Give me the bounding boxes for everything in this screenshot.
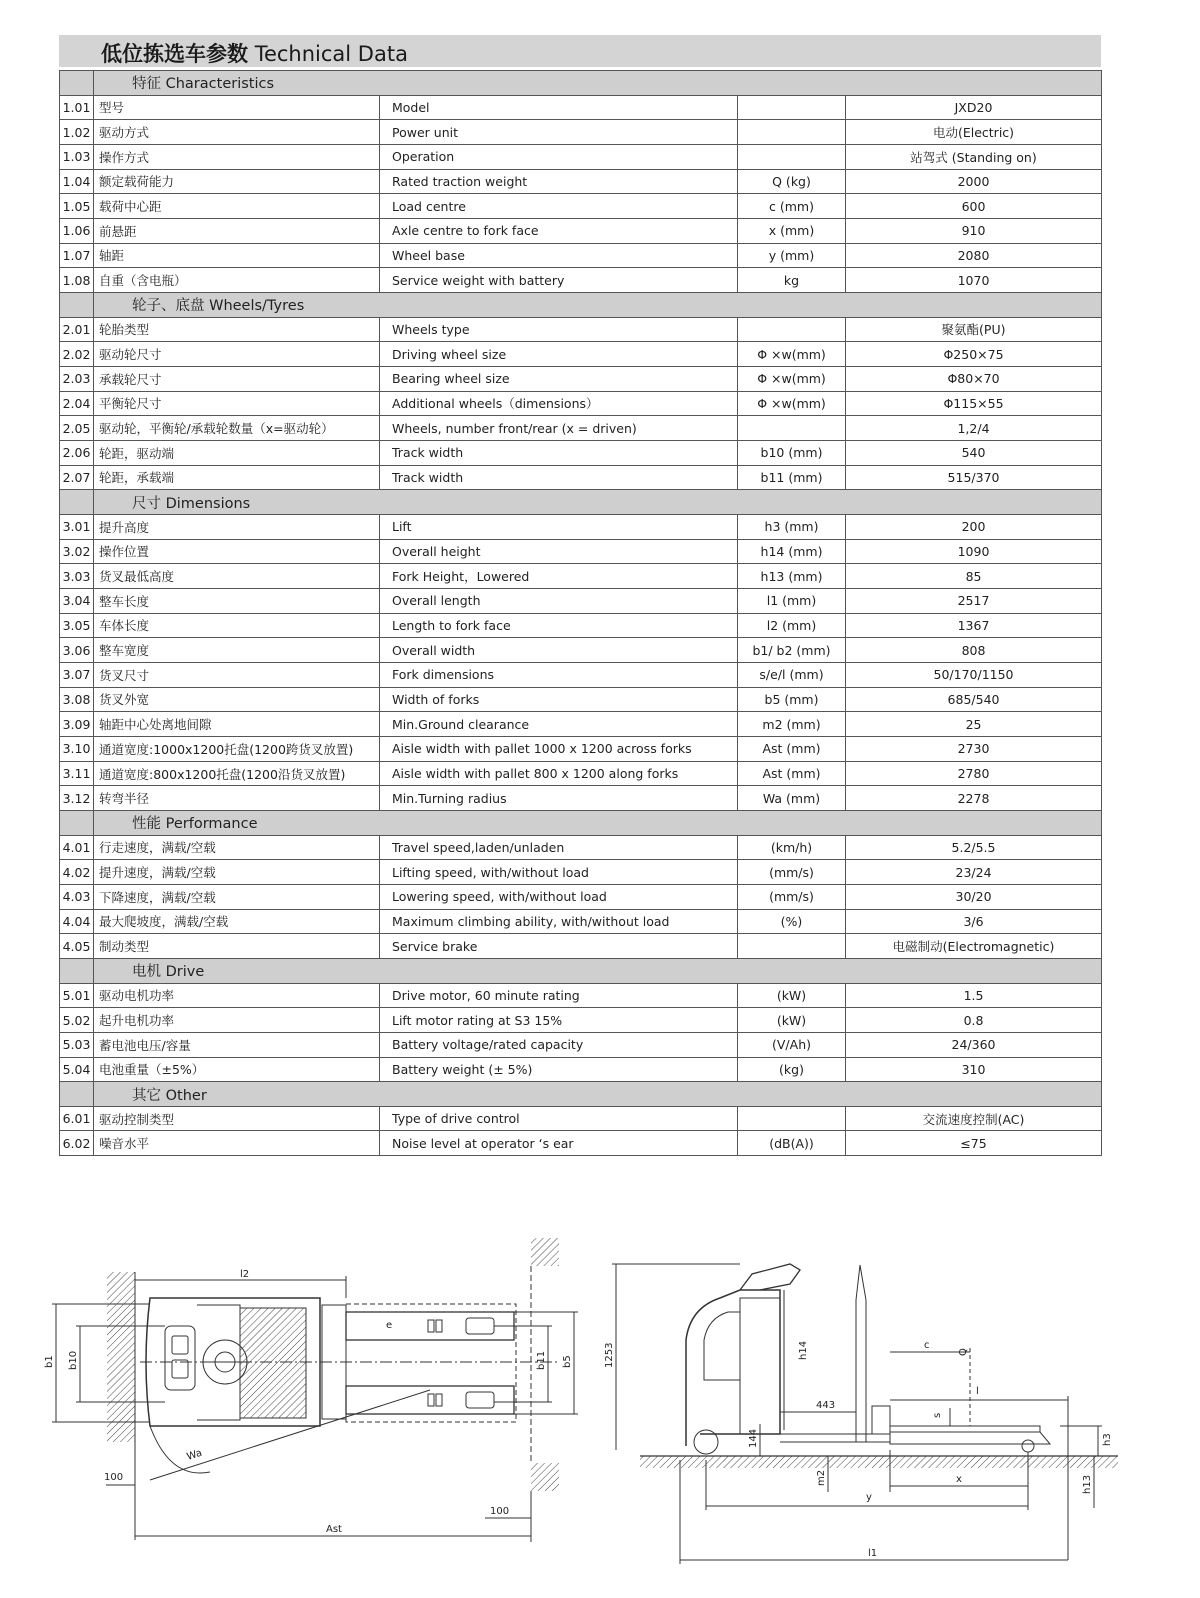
value-cell: 2730 (846, 737, 1102, 762)
table-row (60, 317, 1102, 342)
table-row (60, 218, 1102, 243)
unit-cell (738, 120, 846, 145)
english-label: Aisle width with pallet 800 x 1200 along forks (380, 761, 738, 786)
value-cell: 交流速度控制(AC) (846, 1106, 1102, 1131)
label-l2: l2 (240, 1269, 250, 1280)
turning-arc (150, 1426, 210, 1473)
unit-cell: Φ ×w(mm) (738, 391, 846, 416)
value-cell: 1367 (846, 613, 1102, 638)
row-number: 1.04 (60, 169, 94, 194)
unit-cell (738, 934, 846, 959)
section-header (60, 71, 1102, 96)
english-label: Lifting speed, with/without load (380, 860, 738, 885)
unit-cell: (kW) (738, 1008, 846, 1033)
chinese-label: 额定载荷能力 (94, 169, 380, 194)
label-1253: 1253 (604, 1342, 615, 1368)
chinese-label: 驱动电机功率 (94, 983, 380, 1008)
english-label: Additional wheels（dimensions） (380, 391, 738, 416)
unit-cell: Ast (mm) (738, 737, 846, 762)
table-row (60, 687, 1102, 712)
chinese-label: 通道宽度:1000x1200托盘(1200跨货叉放置) (94, 737, 380, 762)
chinese-label: 前悬距 (94, 218, 380, 243)
english-label: Model (380, 95, 738, 120)
section-header-cell (60, 71, 94, 96)
label-443: 443 (816, 1400, 836, 1411)
english-label: Width of forks (380, 687, 738, 712)
label-100-left: 100 (104, 1472, 124, 1483)
row-number: 3.05 (60, 613, 94, 638)
english-label: Overall length (380, 588, 738, 613)
ground-hatch (640, 1456, 1118, 1468)
label-s: s (932, 1412, 943, 1418)
value-cell: 2000 (846, 169, 1102, 194)
label-e: e (386, 1320, 393, 1331)
row-number: 2.04 (60, 391, 94, 416)
section-header (60, 490, 1102, 515)
table-row (60, 169, 1102, 194)
row-number: 3.11 (60, 761, 94, 786)
section-header (60, 1082, 1102, 1107)
section-header-cell (60, 811, 94, 836)
english-label: Track width (380, 440, 738, 465)
table-row (60, 342, 1102, 367)
row-number: 3.10 (60, 737, 94, 762)
label-l: l (976, 1386, 979, 1397)
table-row (60, 440, 1102, 465)
chinese-label: 承载轮尺寸 (94, 366, 380, 391)
table-row (60, 95, 1102, 120)
english-label: Axle centre to fork face (380, 218, 738, 243)
diagrams (0, 1180, 1200, 1594)
chinese-label: 最大爬坡度，满载/空载 (94, 909, 380, 934)
chinese-label: 提升高度 (94, 514, 380, 539)
row-number: 2.06 (60, 440, 94, 465)
label-q: Q (958, 1348, 969, 1356)
label-100-right: 100 (490, 1506, 510, 1517)
row-number: 3.02 (60, 539, 94, 564)
wall-hatch-top-right (531, 1238, 559, 1266)
table-row (60, 638, 1102, 663)
chinese-label: 下降速度，满载/空载 (94, 884, 380, 909)
value-cell: 310 (846, 1057, 1102, 1082)
english-label: Service brake (380, 934, 738, 959)
row-number: 1.08 (60, 268, 94, 293)
value-cell: 540 (846, 440, 1102, 465)
table-row (60, 120, 1102, 145)
section-header (60, 959, 1102, 984)
row-number: 3.06 (60, 638, 94, 663)
diagram-svg (0, 1180, 1200, 1594)
english-label: Rated traction weight (380, 169, 738, 194)
section-title: 电机 Drive (94, 959, 1102, 984)
chinese-label: 轴距中心处离地间隙 (94, 712, 380, 737)
title-bar (59, 35, 1101, 67)
unit-cell: (km/h) (738, 835, 846, 860)
row-number: 6.01 (60, 1106, 94, 1131)
english-label: Length to fork face (380, 613, 738, 638)
value-cell: 808 (846, 638, 1102, 663)
table-row (60, 662, 1102, 687)
spec-table (59, 70, 1102, 1156)
wall-hatch-bottom-right (531, 1463, 559, 1491)
label-x: x (956, 1474, 962, 1485)
top-view-diagram (52, 1238, 578, 1542)
chinese-label: 货叉外宽 (94, 687, 380, 712)
english-label: Load centre (380, 194, 738, 219)
section-header-cell (60, 959, 94, 984)
section-title: 特征 Characteristics (94, 71, 1102, 96)
chinese-label: 载荷中心距 (94, 194, 380, 219)
row-number: 1.06 (60, 218, 94, 243)
chinese-label: 起升电机功率 (94, 1008, 380, 1033)
english-label: Lift motor rating at S3 15% (380, 1008, 738, 1033)
label-b11: b11 (536, 1350, 547, 1370)
chinese-label: 货叉尺寸 (94, 662, 380, 687)
chinese-label: 转弯半径 (94, 786, 380, 811)
table-row (60, 243, 1102, 268)
chinese-label: 噪音水平 (94, 1131, 380, 1156)
row-number: 2.05 (60, 416, 94, 441)
label-c: c (924, 1340, 930, 1351)
table-row (60, 194, 1102, 219)
chinese-label: 平衡轮尺寸 (94, 391, 380, 416)
value-cell: 24/360 (846, 1032, 1102, 1057)
english-label: Power unit (380, 120, 738, 145)
label-h14: h14 (798, 1340, 809, 1360)
unit-cell: c (mm) (738, 194, 846, 219)
row-number: 2.02 (60, 342, 94, 367)
value-cell: 1.5 (846, 983, 1102, 1008)
chinese-label: 通道宽度:800x1200托盘(1200沿货叉放置) (94, 761, 380, 786)
unit-cell: b11 (mm) (738, 465, 846, 490)
chinese-label: 提升速度，满载/空载 (94, 860, 380, 885)
unit-cell: (V/Ah) (738, 1032, 846, 1057)
value-cell: 200 (846, 514, 1102, 539)
value-cell: Φ80×70 (846, 366, 1102, 391)
unit-cell: y (mm) (738, 243, 846, 268)
value-cell: 2780 (846, 761, 1102, 786)
row-number: 3.09 (60, 712, 94, 737)
chinese-label: 驱动轮尺寸 (94, 342, 380, 367)
label-l1: l1 (868, 1548, 878, 1559)
row-number: 2.03 (60, 366, 94, 391)
value-cell: 2517 (846, 588, 1102, 613)
english-label: Maximum climbing ability, with/without load (380, 909, 738, 934)
unit-cell: h13 (mm) (738, 564, 846, 589)
row-number: 4.01 (60, 835, 94, 860)
title-zh: 低位拣选车参数 (101, 42, 248, 66)
row-number: 6.02 (60, 1131, 94, 1156)
row-number: 5.04 (60, 1057, 94, 1082)
row-number: 3.04 (60, 588, 94, 613)
label-ast: Ast (326, 1524, 342, 1535)
chinese-label: 货叉最低高度 (94, 564, 380, 589)
english-label: Fork dimensions (380, 662, 738, 687)
table-row (60, 884, 1102, 909)
english-label: Lift (380, 514, 738, 539)
english-label: Driving wheel size (380, 342, 738, 367)
unit-cell: Φ ×w(mm) (738, 342, 846, 367)
value-cell: 2080 (846, 243, 1102, 268)
english-label: Wheels, number front/rear (x = driven) (380, 416, 738, 441)
value-cell: ≤75 (846, 1131, 1102, 1156)
english-label: Service weight with battery (380, 268, 738, 293)
row-number: 4.02 (60, 860, 94, 885)
row-number: 3.03 (60, 564, 94, 589)
table-row (60, 737, 1102, 762)
table-row (60, 588, 1102, 613)
english-label: Operation (380, 144, 738, 169)
unit-cell: b10 (mm) (738, 440, 846, 465)
row-number: 3.01 (60, 514, 94, 539)
table-row (60, 144, 1102, 169)
section-header (60, 811, 1102, 836)
chinese-label: 整车长度 (94, 588, 380, 613)
value-cell: 1,2/4 (846, 416, 1102, 441)
row-number: 3.08 (60, 687, 94, 712)
table-row (60, 1008, 1102, 1033)
table-row (60, 539, 1102, 564)
table-row (60, 712, 1102, 737)
table-row (60, 761, 1102, 786)
value-cell: 1090 (846, 539, 1102, 564)
label-b1: b1 (44, 1355, 55, 1368)
value-cell: JXD20 (846, 95, 1102, 120)
english-label: Aisle width with pallet 1000 x 1200 across forks (380, 737, 738, 762)
english-label: Wheel base (380, 243, 738, 268)
page-title (101, 38, 408, 68)
value-cell: Φ250×75 (846, 342, 1102, 367)
section-header-cell (60, 293, 94, 318)
table-row (60, 983, 1102, 1008)
row-number: 2.07 (60, 465, 94, 490)
chinese-label: 操作位置 (94, 539, 380, 564)
chinese-label: 整车宽度 (94, 638, 380, 663)
value-cell: 23/24 (846, 860, 1102, 885)
unit-cell (738, 1106, 846, 1131)
chinese-label: 蓄电池电压/容量 (94, 1032, 380, 1057)
table-row (60, 934, 1102, 959)
unit-cell: Φ ×w(mm) (738, 366, 846, 391)
value-cell: 5.2/5.5 (846, 835, 1102, 860)
row-number: 1.03 (60, 144, 94, 169)
english-label: Bearing wheel size (380, 366, 738, 391)
value-cell: 电动(Electric) (846, 120, 1102, 145)
english-label: Noise level at operator ‘s ear (380, 1131, 738, 1156)
table-row (60, 1032, 1102, 1057)
table-row (60, 786, 1102, 811)
row-number: 1.02 (60, 120, 94, 145)
chinese-label: 轮距，驱动端 (94, 440, 380, 465)
unit-cell: l2 (mm) (738, 613, 846, 638)
label-b10: b10 (68, 1350, 79, 1370)
table-row (60, 1057, 1102, 1082)
table-row (60, 1106, 1102, 1131)
row-number: 4.05 (60, 934, 94, 959)
label-h3: h3 (1102, 1433, 1113, 1446)
english-label: Track width (380, 465, 738, 490)
value-cell: 3/6 (846, 909, 1102, 934)
row-number: 1.01 (60, 95, 94, 120)
label-wa: Wa (185, 1447, 204, 1463)
chinese-label: 型号 (94, 95, 380, 120)
row-number: 4.04 (60, 909, 94, 934)
unit-cell: h3 (mm) (738, 514, 846, 539)
unit-cell: x (mm) (738, 218, 846, 243)
english-label: Battery weight (± 5%) (380, 1057, 738, 1082)
unit-cell: h14 (mm) (738, 539, 846, 564)
row-number: 4.03 (60, 884, 94, 909)
table-row (60, 391, 1102, 416)
section-header-cell (60, 1082, 94, 1107)
unit-cell: kg (738, 268, 846, 293)
unit-cell: (kW) (738, 983, 846, 1008)
wall-hatch-left (107, 1272, 135, 1442)
unit-cell: Ast (mm) (738, 761, 846, 786)
english-label: Overall width (380, 638, 738, 663)
table-row (60, 564, 1102, 589)
chinese-label: 自重（含电瓶） (94, 268, 380, 293)
value-cell: 30/20 (846, 884, 1102, 909)
table-row (60, 835, 1102, 860)
label-h13: h13 (1082, 1474, 1093, 1494)
english-label: Travel speed,laden/unladen (380, 835, 738, 860)
value-cell: 电磁制动(Electromagnetic) (846, 934, 1102, 959)
chinese-label: 行走速度，满载/空载 (94, 835, 380, 860)
chinese-label: 电池重量（±5%） (94, 1057, 380, 1082)
unit-cell (738, 416, 846, 441)
table-row (60, 860, 1102, 885)
unit-cell: b1/ b2 (mm) (738, 638, 846, 663)
label-y: y (866, 1492, 872, 1503)
row-number: 3.12 (60, 786, 94, 811)
row-number: 5.03 (60, 1032, 94, 1057)
chinese-label: 驱动轮，平衡轮/承载轮数量（x=驱动轮） (94, 416, 380, 441)
section-header (60, 293, 1102, 318)
row-number: 5.02 (60, 1008, 94, 1033)
value-cell: Φ115×55 (846, 391, 1102, 416)
value-cell: 600 (846, 194, 1102, 219)
english-label: Overall height (380, 539, 738, 564)
row-number: 2.01 (60, 317, 94, 342)
unit-cell: (kg) (738, 1057, 846, 1082)
side-view-diagram (612, 1264, 1118, 1564)
unit-cell (738, 317, 846, 342)
chinese-label: 轮胎类型 (94, 317, 380, 342)
value-cell: 50/170/1150 (846, 662, 1102, 687)
unit-cell: s/e/l (mm) (738, 662, 846, 687)
english-label: Fork Height，Lowered (380, 564, 738, 589)
section-title: 性能 Performance (94, 811, 1102, 836)
english-label: Min.Ground clearance (380, 712, 738, 737)
chinese-label: 驱动方式 (94, 120, 380, 145)
chinese-label: 驱动控制类型 (94, 1106, 380, 1131)
title-en: Technical Data (254, 42, 408, 66)
value-cell: 515/370 (846, 465, 1102, 490)
value-cell: 85 (846, 564, 1102, 589)
unit-cell: (mm/s) (738, 860, 846, 885)
unit-cell: b5 (mm) (738, 687, 846, 712)
chinese-label: 轴距 (94, 243, 380, 268)
value-cell: 站驾式 (Standing on) (846, 144, 1102, 169)
unit-cell: (%) (738, 909, 846, 934)
section-header-cell (60, 490, 94, 515)
value-cell: 685/540 (846, 687, 1102, 712)
english-label: Type of drive control (380, 1106, 738, 1131)
chinese-label: 轮距，承载端 (94, 465, 380, 490)
section-title: 其它 Other (94, 1082, 1102, 1107)
row-number: 5.01 (60, 983, 94, 1008)
chinese-label: 制动类型 (94, 934, 380, 959)
section-title: 轮子、底盘 Wheels/Tyres (94, 293, 1102, 318)
row-number: 1.05 (60, 194, 94, 219)
english-label: Wheels type (380, 317, 738, 342)
table-row (60, 1131, 1102, 1156)
value-cell: 1070 (846, 268, 1102, 293)
table-row (60, 268, 1102, 293)
english-label: Drive motor, 60 minute rating (380, 983, 738, 1008)
label-m2: m2 (816, 1469, 827, 1486)
value-cell: 910 (846, 218, 1102, 243)
unit-cell: Wa (mm) (738, 786, 846, 811)
row-number: 1.07 (60, 243, 94, 268)
unit-cell: m2 (mm) (738, 712, 846, 737)
value-cell: 25 (846, 712, 1102, 737)
chinese-label: 操作方式 (94, 144, 380, 169)
english-label: Battery voltage/rated capacity (380, 1032, 738, 1057)
table-row (60, 416, 1102, 441)
table-row (60, 514, 1102, 539)
unit-cell: Q (kg) (738, 169, 846, 194)
value-cell: 2278 (846, 786, 1102, 811)
unit-cell: l1 (mm) (738, 588, 846, 613)
value-cell: 聚氨酯(PU) (846, 317, 1102, 342)
table-row (60, 909, 1102, 934)
english-label: Min.Turning radius (380, 786, 738, 811)
english-label: Lowering speed, with/without load (380, 884, 738, 909)
table-row (60, 366, 1102, 391)
table-row (60, 613, 1102, 638)
chinese-label: 车体长度 (94, 613, 380, 638)
section-title: 尺寸 Dimensions (94, 490, 1102, 515)
table-row (60, 465, 1102, 490)
unit-cell: (mm/s) (738, 884, 846, 909)
unit-cell: (dB(A)) (738, 1131, 846, 1156)
label-b5: b5 (562, 1355, 573, 1368)
value-cell: 0.8 (846, 1008, 1102, 1033)
label-144: 144 (748, 1428, 759, 1448)
unit-cell (738, 144, 846, 169)
row-number: 3.07 (60, 662, 94, 687)
unit-cell (738, 95, 846, 120)
